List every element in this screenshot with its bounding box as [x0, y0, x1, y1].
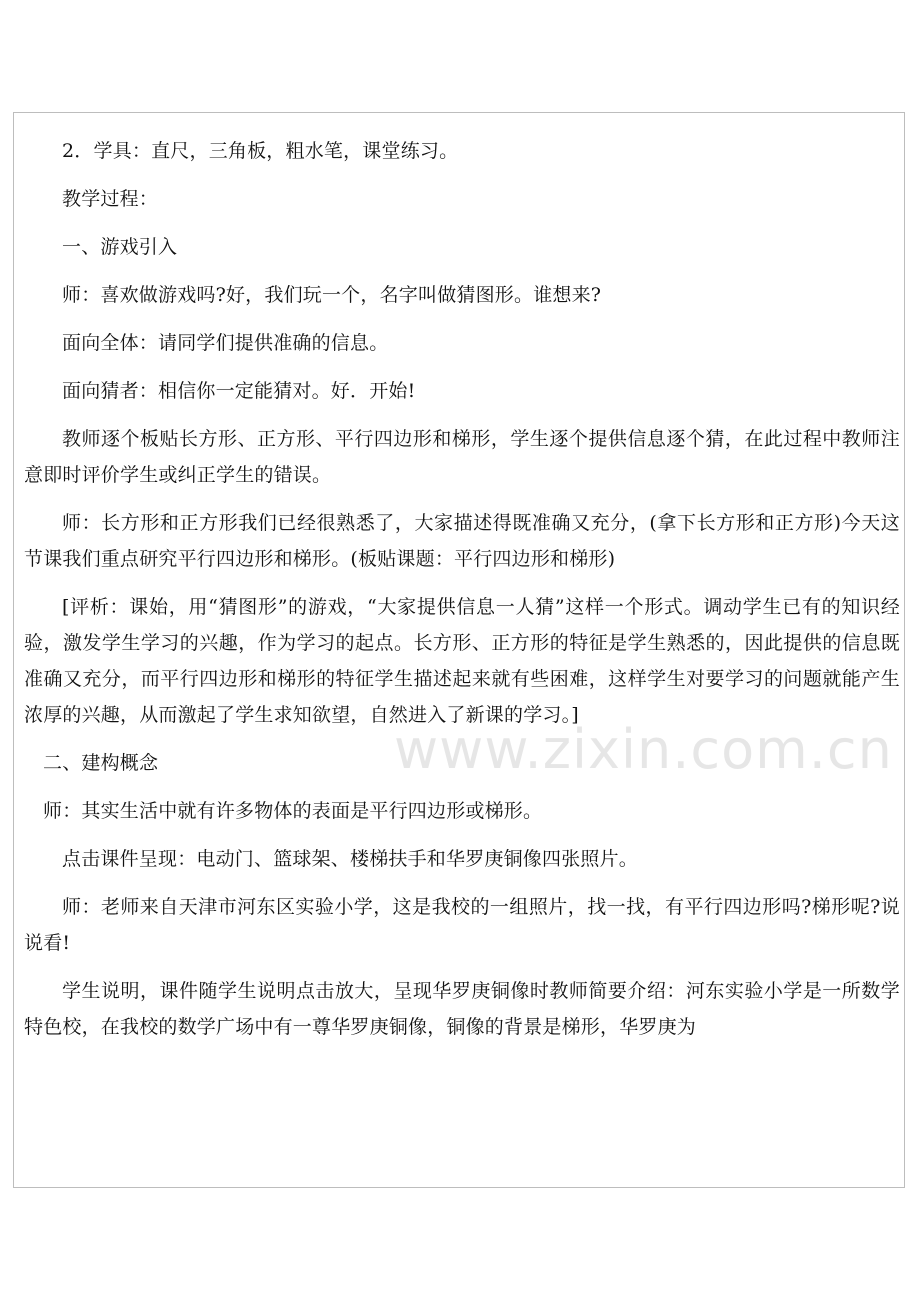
paragraph-teacher-focus: 师：长方形和正方形我们已经很熟悉了，大家描述得既准确又充分，(拿下长方形和正方形)今天这节课我们重点研究平行四边形和梯形。(板贴课题：平行四边形和梯形) — [24, 512, 900, 570]
paragraph-commentary: [评析：课始，用“猜图形”的游戏，“大家提供信息一人猜”这样一个形式。调动学生已有的知识经验，激发学生学习的兴趣，作为学习的起点。长方形、正方形的特征是学生熟悉的，因此提供的信息既准确又充分，而平行四边形和梯形的特征学生描述起来就有些困难，这样学生对要学习的问题就能产生浓厚的兴趣，从而激起了学生求知欲望，自然进入了新课的学习。] — [24, 596, 900, 726]
section-heading-build-concept: 二、建构概念 — [43, 752, 159, 774]
paragraph-process-heading: 教学过程： — [62, 188, 159, 210]
paragraph-student-explain: 学生说明，课件随学生说明点击放大，呈现华罗庚铜像时教师简要介绍：河东实验小学是一所数学特色校，在我校的数学广场中有一尊华罗庚铜像，铜像的背景是梯形，华罗庚为 — [24, 980, 900, 1038]
paragraph-teacher-question: 师：喜欢做游戏吗?好，我们玩一个，名字叫做猜图形。谁想来? — [62, 284, 602, 306]
paragraph-supplies: 2．学具：直尺，三角板，粗水笔，课堂练习。 — [62, 140, 459, 162]
paragraph-real-life: 师：其实生活中就有许多物体的表面是平行四边形或梯形。 — [43, 800, 543, 822]
paragraph-board-posting: 教师逐个板贴长方形、正方形、平行四边形和梯形，学生逐个提供信息逐个猜，在此过程中教师注意即时评价学生或纠正学生的错误。 — [24, 428, 900, 486]
document-page — [13, 112, 905, 1188]
paragraph-to-guesser: 面向猜者：相信你一定能猜对。好．开始! — [62, 380, 416, 402]
paragraph-school-photos: 师：老师来自天津市河东区实验小学，这是我校的一组照片，找一找，有平行四边形吗?梯形呢?说说看! — [24, 896, 900, 954]
paragraph-to-all: 面向全体：请同学们提供准确的信息。 — [62, 332, 389, 354]
document-body — [24, 133, 900, 1057]
paragraph-courseware: 点击课件呈现：电动门、篮球架、楼梯扶手和华罗庚铜像四张照片。 — [62, 848, 639, 870]
section-heading-game-intro: 一、游戏引入 — [62, 236, 178, 258]
watermark: www.zixin.com.cn — [394, 718, 893, 781]
